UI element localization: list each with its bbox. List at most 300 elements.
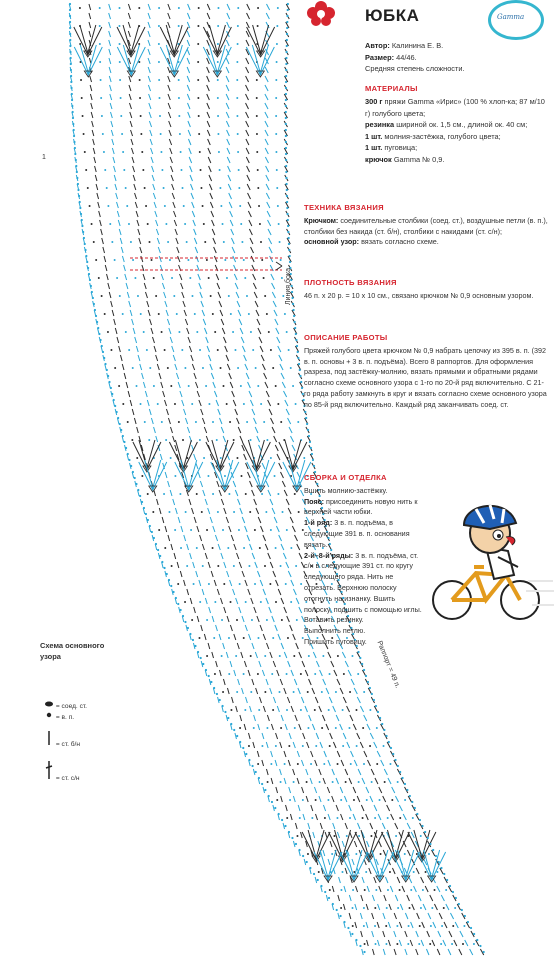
stitch-mark bbox=[350, 931, 352, 937]
chain-dot bbox=[95, 259, 97, 261]
chain-dot bbox=[99, 7, 101, 9]
chain-dot bbox=[272, 367, 274, 369]
stitch-mark bbox=[189, 157, 191, 163]
edge-dot bbox=[255, 771, 257, 773]
stitch-mark bbox=[149, 112, 151, 118]
chain-dot bbox=[206, 619, 208, 621]
chain-dot bbox=[226, 277, 228, 279]
edge-dot bbox=[87, 267, 89, 269]
stitch-mark bbox=[188, 130, 190, 136]
stitch-mark bbox=[389, 904, 391, 910]
stitch-mark bbox=[298, 688, 300, 694]
chain-dot bbox=[104, 313, 106, 315]
stitch-mark bbox=[352, 859, 354, 865]
chain-dot bbox=[182, 439, 184, 441]
edge-dot bbox=[312, 459, 314, 461]
stitch-mark bbox=[119, 346, 121, 352]
edge-dot bbox=[271, 801, 273, 803]
chain-dot bbox=[328, 709, 330, 711]
stitch-mark bbox=[366, 922, 368, 928]
edge-dot bbox=[361, 663, 363, 665]
stitch-mark bbox=[109, 4, 111, 10]
stitch-mark bbox=[281, 598, 284, 604]
stitch-mark bbox=[245, 364, 248, 370]
edge-dot bbox=[168, 579, 170, 581]
edge-dot bbox=[286, 195, 288, 197]
chain-dot bbox=[413, 871, 415, 873]
chain-dot bbox=[277, 403, 279, 405]
chain-dot bbox=[324, 817, 326, 819]
stitch-mark bbox=[118, 220, 120, 226]
stitch-mark bbox=[90, 85, 92, 91]
stitch-mark bbox=[213, 526, 215, 532]
chain-dot bbox=[237, 151, 239, 153]
edge-dot bbox=[293, 315, 295, 317]
stitch-mark bbox=[173, 499, 175, 505]
stitch-mark bbox=[109, 40, 111, 46]
stitch-mark bbox=[384, 769, 387, 775]
edge-dot bbox=[194, 645, 196, 647]
stitch-mark bbox=[187, 427, 189, 433]
edge-dot bbox=[79, 201, 81, 203]
stitch-mark bbox=[438, 931, 441, 937]
stitch-mark bbox=[394, 931, 396, 937]
chain-dot bbox=[187, 259, 189, 261]
edge-dot bbox=[82, 231, 84, 233]
stitch-mark bbox=[332, 886, 334, 892]
edge-dot bbox=[245, 753, 247, 755]
stitch-mark bbox=[121, 247, 123, 253]
stitch-mark bbox=[223, 643, 225, 649]
stitch-mark bbox=[178, 256, 180, 262]
stitch-mark bbox=[180, 391, 182, 397]
stitch-mark bbox=[193, 220, 195, 226]
edge-dot bbox=[248, 759, 250, 761]
stitch-mark bbox=[382, 823, 385, 829]
chain-dot bbox=[250, 655, 252, 657]
edge-dot bbox=[381, 723, 383, 725]
stitch-mark bbox=[390, 886, 392, 892]
stitch-mark bbox=[133, 166, 135, 172]
stitch-mark bbox=[162, 283, 164, 289]
stitch-mark bbox=[391, 814, 394, 820]
stitch-mark bbox=[260, 625, 262, 631]
chain-dot bbox=[197, 79, 199, 81]
stitch-mark bbox=[351, 679, 354, 685]
chain-dot bbox=[169, 259, 171, 261]
stitch-mark bbox=[240, 715, 242, 721]
chain-dot bbox=[297, 763, 299, 765]
chain-dot bbox=[294, 727, 296, 729]
chain-dot bbox=[222, 529, 224, 531]
stitch-mark bbox=[253, 742, 255, 748]
legend-item-chain bbox=[44, 711, 74, 721]
stitch-mark bbox=[231, 238, 234, 244]
stitch-mark bbox=[259, 445, 262, 451]
stitch-mark bbox=[227, 688, 229, 694]
chain-dot bbox=[342, 745, 344, 747]
stitch-mark bbox=[229, 373, 232, 379]
stitch-mark bbox=[93, 148, 95, 154]
chain-dot bbox=[337, 763, 339, 765]
edge-dot bbox=[429, 843, 431, 845]
edge-dot bbox=[285, 117, 287, 119]
edge-dot bbox=[264, 789, 266, 791]
chain-dot bbox=[182, 187, 184, 189]
stitch-mark bbox=[128, 22, 130, 28]
chain-dot bbox=[243, 403, 245, 405]
chain-dot bbox=[257, 25, 259, 27]
chain-dot bbox=[349, 691, 351, 693]
stitch-mark bbox=[441, 895, 444, 901]
chain-dot bbox=[357, 673, 359, 675]
chain-dot bbox=[145, 205, 147, 207]
stitch-mark bbox=[207, 121, 210, 127]
stitch-mark bbox=[199, 400, 201, 406]
stitch-mark bbox=[168, 112, 170, 118]
row2-text: 3 в. п. подъёма, ст. с/н в следующие 391 ст. по кругу следующего ряда. Нить не отрезать. Верхнюю полоску отогнуть на изнанку. Вшить полоску, подшить с помощью иглы. Вставить резинку. bbox=[304, 550, 422, 625]
chain-dot bbox=[161, 331, 163, 333]
density-title: ПЛОТНОСТЬ ВЯЗАНИЯ bbox=[304, 278, 397, 287]
stitch-mark bbox=[230, 661, 232, 667]
stitch-mark bbox=[92, 130, 94, 136]
stitch-mark bbox=[265, 157, 268, 163]
stitch-mark bbox=[203, 319, 205, 325]
stitch-mark bbox=[299, 553, 302, 559]
stitch-mark bbox=[248, 589, 250, 595]
stitch-mark bbox=[327, 787, 329, 793]
stitch-mark bbox=[89, 13, 91, 19]
stitch-mark bbox=[124, 373, 126, 379]
stitch-mark bbox=[237, 553, 239, 559]
edge-dot bbox=[90, 285, 92, 287]
stitch-mark bbox=[371, 769, 374, 775]
edge-dot bbox=[69, 39, 71, 41]
chain-dot bbox=[178, 97, 180, 99]
chain-dot bbox=[280, 565, 282, 567]
chain-dot bbox=[118, 7, 120, 9]
chain-dot bbox=[436, 871, 438, 873]
chain-dot bbox=[259, 223, 261, 225]
edge-dot bbox=[324, 891, 326, 893]
stitch-mark bbox=[250, 238, 253, 244]
edge-dot bbox=[99, 339, 101, 341]
stitch-mark bbox=[343, 697, 346, 703]
stitch-mark bbox=[151, 328, 153, 334]
chain-dot bbox=[387, 889, 389, 891]
edge-dot bbox=[210, 681, 212, 683]
chain-dot bbox=[199, 151, 201, 153]
stitch-mark bbox=[379, 787, 382, 793]
stitch-mark bbox=[322, 715, 325, 721]
materials-l1-bold: 300 г bbox=[365, 97, 383, 106]
technique-hook-text: соединительные столбики (соед. ст.), воздушные петли (в. п.), столбики без накида (ст. б/н), столбики с накидами (ст. с/н); bbox=[304, 215, 548, 236]
stitch-mark bbox=[225, 346, 228, 352]
chain-dot bbox=[217, 43, 219, 45]
edge-dot bbox=[70, 69, 72, 71]
chain-dot bbox=[82, 115, 84, 117]
chain-dot bbox=[140, 115, 142, 117]
stitch-mark bbox=[289, 733, 291, 739]
stitch-mark bbox=[158, 247, 160, 253]
stitch-mark bbox=[148, 31, 150, 37]
stitch-mark bbox=[395, 796, 398, 802]
stitch-mark bbox=[360, 913, 362, 919]
edge-dot bbox=[166, 573, 168, 575]
single-crochet-icon bbox=[44, 730, 54, 746]
chain-dot bbox=[275, 133, 277, 135]
stitch-mark bbox=[176, 238, 178, 244]
stitch-mark bbox=[357, 796, 360, 802]
chain-dot bbox=[174, 403, 176, 405]
stitch-mark bbox=[358, 769, 361, 775]
chain-dot bbox=[366, 799, 368, 801]
stitch-mark bbox=[143, 274, 145, 280]
stitch-mark bbox=[326, 895, 328, 901]
edge-dot bbox=[70, 57, 72, 59]
stitch-mark bbox=[206, 436, 208, 442]
stitch-mark bbox=[145, 391, 147, 397]
stitch-mark bbox=[211, 211, 214, 217]
edge-dot bbox=[461, 909, 463, 911]
stitch-mark bbox=[249, 220, 252, 226]
chain-dot bbox=[250, 439, 252, 441]
chain-dot bbox=[100, 79, 102, 81]
stitch-mark bbox=[188, 337, 190, 343]
stitch-mark bbox=[185, 319, 187, 325]
stitch-mark bbox=[324, 751, 326, 757]
stitch-mark bbox=[169, 121, 171, 127]
stitch-mark bbox=[293, 589, 296, 595]
chain-dot bbox=[243, 259, 245, 261]
chain-dot bbox=[111, 241, 113, 243]
chain-dot bbox=[237, 367, 239, 369]
stitch-mark bbox=[238, 679, 240, 685]
stitch-mark bbox=[218, 292, 221, 298]
chain-dot bbox=[315, 799, 317, 801]
edge-dot bbox=[419, 819, 421, 821]
stitch-mark bbox=[275, 625, 277, 631]
stitch-mark bbox=[212, 652, 214, 658]
stitch-mark bbox=[170, 490, 172, 496]
stitch-mark bbox=[165, 400, 167, 406]
chain-dot bbox=[259, 547, 261, 549]
stitch-mark bbox=[177, 562, 179, 568]
chain-dot bbox=[191, 619, 193, 621]
row-mark: 1 bbox=[42, 154, 46, 161]
stitch-mark bbox=[115, 328, 117, 334]
chain-dot bbox=[125, 331, 127, 333]
chain-dot bbox=[217, 511, 219, 513]
edge-dot bbox=[111, 393, 113, 395]
stitch-mark bbox=[304, 859, 306, 865]
stitch-mark bbox=[344, 886, 346, 892]
chain-dot bbox=[276, 43, 278, 45]
stitch-mark bbox=[303, 814, 305, 820]
stitch-mark bbox=[281, 796, 283, 802]
chain-dot bbox=[163, 187, 165, 189]
edge-dot bbox=[285, 123, 287, 125]
stitch-mark bbox=[405, 913, 407, 919]
stitch-mark bbox=[128, 31, 130, 37]
stitch-mark bbox=[188, 103, 190, 109]
chain-dot bbox=[236, 79, 238, 81]
edge-dot bbox=[432, 849, 434, 851]
chain-dot bbox=[99, 25, 101, 27]
edge-dot bbox=[73, 135, 75, 137]
chain-dot bbox=[270, 763, 272, 765]
stitch-mark bbox=[208, 562, 210, 568]
chain-dot bbox=[418, 943, 420, 945]
stitch-mark bbox=[208, 148, 211, 154]
chain-dot bbox=[290, 601, 292, 603]
chain-dot bbox=[178, 7, 180, 9]
edge-dot bbox=[285, 93, 287, 95]
stitch-mark bbox=[136, 346, 138, 352]
edge-dot bbox=[305, 417, 307, 419]
chain-dot bbox=[81, 97, 83, 99]
edge-dot bbox=[84, 243, 86, 245]
stitch-mark bbox=[223, 679, 225, 685]
stitch-mark bbox=[383, 850, 386, 856]
edge-dot bbox=[70, 87, 72, 89]
stitch-mark bbox=[280, 769, 282, 775]
chain-dot bbox=[355, 853, 357, 855]
stitch-mark bbox=[180, 274, 182, 280]
stitch-mark bbox=[248, 472, 251, 478]
stitch-mark bbox=[229, 193, 232, 199]
stitch-mark bbox=[412, 904, 415, 910]
edge-dot bbox=[300, 381, 302, 383]
stitch-mark bbox=[175, 508, 177, 514]
stitch-mark bbox=[271, 751, 273, 757]
chain-dot bbox=[153, 277, 155, 279]
stitch-mark bbox=[427, 931, 430, 937]
stitch-mark bbox=[366, 787, 369, 793]
stitch-mark bbox=[354, 760, 357, 766]
chain-dot bbox=[352, 925, 354, 927]
chain-dot bbox=[220, 367, 222, 369]
stitch-mark bbox=[240, 508, 242, 514]
stitch-mark bbox=[272, 427, 275, 433]
chain-dot bbox=[147, 223, 149, 225]
meta-block bbox=[365, 40, 545, 165]
stitch-mark bbox=[428, 913, 431, 919]
edge-dot bbox=[285, 57, 287, 59]
materials-l4: пуговица; bbox=[384, 143, 418, 152]
chain-dot bbox=[178, 79, 180, 81]
chain-dot bbox=[429, 943, 431, 945]
stitch-mark bbox=[149, 121, 151, 127]
stitch-mark bbox=[117, 202, 119, 208]
stitch-mark bbox=[213, 238, 216, 244]
chain-dot bbox=[268, 331, 270, 333]
stitch-mark bbox=[325, 832, 327, 838]
edge-dot bbox=[88, 273, 90, 275]
stitch-mark bbox=[271, 724, 273, 730]
chain-dot bbox=[214, 331, 216, 333]
stitch-mark bbox=[356, 886, 358, 892]
edge-dot bbox=[371, 693, 373, 695]
stitch-mark bbox=[278, 589, 281, 595]
stitch-mark bbox=[173, 436, 175, 442]
chain-dot bbox=[409, 907, 411, 909]
stitch-mark bbox=[104, 256, 106, 262]
stitch-mark bbox=[287, 616, 290, 622]
stitch-mark bbox=[266, 175, 269, 181]
stitch-mark bbox=[276, 328, 279, 334]
stitch-mark bbox=[383, 931, 385, 937]
stitch-mark bbox=[168, 13, 170, 19]
stitch-mark bbox=[388, 940, 390, 946]
page-title: ЮБКА bbox=[365, 6, 420, 25]
stitch-mark bbox=[450, 913, 453, 919]
stitch-mark bbox=[448, 949, 451, 955]
stitch-mark bbox=[345, 868, 347, 874]
stitch-mark bbox=[250, 706, 252, 712]
stitch-mark bbox=[237, 643, 239, 649]
stitch-mark bbox=[250, 481, 253, 487]
stitch-mark bbox=[199, 580, 201, 586]
stitch-mark bbox=[224, 607, 226, 613]
stitch-mark bbox=[107, 274, 109, 280]
stitch-mark bbox=[154, 427, 156, 433]
stitch-mark bbox=[364, 715, 367, 721]
stitch-mark bbox=[446, 904, 449, 910]
stitch-mark bbox=[276, 733, 278, 739]
chain-dot bbox=[140, 133, 142, 135]
stitch-mark bbox=[255, 652, 257, 658]
stitch-mark bbox=[226, 58, 229, 64]
stitch-mark bbox=[167, 319, 169, 325]
stitch-mark bbox=[266, 166, 269, 172]
chain-dot bbox=[276, 25, 278, 27]
chain-dot bbox=[246, 295, 248, 297]
stitch-mark bbox=[109, 292, 111, 298]
stitch-mark bbox=[293, 796, 295, 802]
stitch-mark bbox=[340, 688, 343, 694]
stitch-mark bbox=[385, 877, 387, 883]
shell-motif bbox=[74, 45, 102, 75]
stitch-mark bbox=[145, 292, 147, 298]
edge-dot bbox=[351, 933, 353, 935]
stitch-mark bbox=[265, 148, 268, 154]
stitch-mark bbox=[418, 895, 421, 901]
stitch-mark bbox=[333, 823, 335, 829]
chain-dot bbox=[118, 25, 120, 27]
chain-dot bbox=[248, 565, 250, 567]
chain-dot bbox=[428, 853, 430, 855]
chain-dot bbox=[281, 619, 283, 621]
stitch-mark bbox=[195, 247, 197, 253]
stitch-mark bbox=[246, 112, 249, 118]
edge-dot bbox=[379, 717, 381, 719]
difficulty-text: Средняя степень сложности. bbox=[365, 64, 465, 73]
stitch-mark bbox=[305, 706, 307, 712]
stitch-mark bbox=[266, 679, 268, 685]
edge-dot bbox=[401, 777, 403, 779]
chain-dot bbox=[196, 331, 198, 333]
chain-dot bbox=[243, 547, 245, 549]
stitch-mark bbox=[112, 148, 114, 154]
stitch-mark bbox=[168, 103, 170, 109]
chain-dot bbox=[332, 781, 334, 783]
stitch-mark bbox=[255, 562, 257, 568]
stitch-mark bbox=[344, 796, 346, 802]
edge-dot bbox=[288, 243, 290, 245]
stitch-mark bbox=[232, 247, 235, 253]
stitch-mark bbox=[299, 607, 302, 613]
